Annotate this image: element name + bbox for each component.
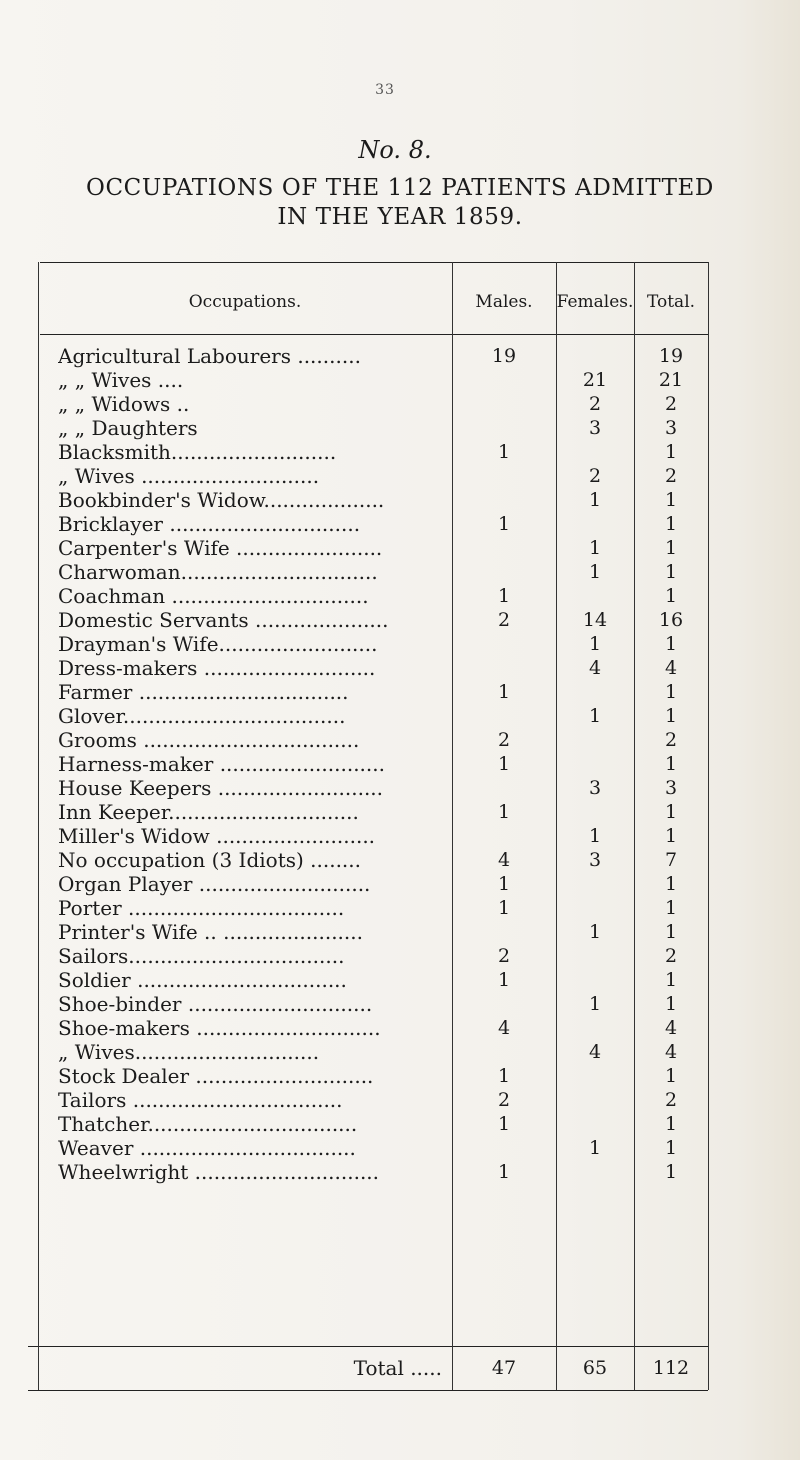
occupation-cell: Soldier ................................. [58,968,347,992]
total-cell: 1 [664,873,678,895]
females-cell: 4 [588,1041,602,1063]
females-cell: 1 [588,825,602,847]
table-row [28,872,708,896]
occupation-cell: „ „ Widows .. [58,392,190,416]
table-row [28,920,708,944]
total-cell: 1 [664,1161,678,1183]
males-cell: 1 [497,441,511,463]
occupation-cell: „ „ Wives .... [58,368,184,392]
total-cell: 1 [664,633,678,655]
females-cell: 3 [588,417,602,439]
table-row [28,824,708,848]
occupation-cell: „ „ Daughters [58,416,198,440]
occupation-cell: Carpenter's Wife ....................... [58,536,383,560]
total-label: Total ..... [353,1356,442,1380]
males-cell: 4 [497,1017,511,1039]
page-number: 33 [375,82,395,98]
total-cell: 19 [658,345,684,367]
occupation-cell: Tailors ................................. [58,1088,343,1112]
table-row [28,536,708,560]
occupation-cell: Organ Player ........................... [58,872,371,896]
occupation-cell: Blacksmith.......................... [58,440,337,464]
occupation-cell: Grooms .................................. [58,728,360,752]
table-row [28,728,708,752]
header-females: Females. [556,292,634,312]
total-cell: 3 [664,417,678,439]
total-cell: 1 [664,513,678,535]
table-row [28,1112,708,1136]
total-total: 112 [652,1357,690,1379]
document-number: No. 8. [358,136,432,164]
total-cell: 4 [664,657,678,679]
total-cell: 2 [664,1089,678,1111]
total-cell: 4 [664,1017,678,1039]
males-cell: 2 [497,609,511,631]
total-cell: 16 [658,609,684,631]
females-cell: 1 [588,993,602,1015]
males-cell: 1 [497,1065,511,1087]
table-row [28,560,708,584]
occupation-cell: Dress-makers ........................... [58,656,376,680]
table-header-rule [40,334,708,335]
occupation-cell: Domestic Servants ..................... [58,608,389,632]
females-cell: 1 [588,561,602,583]
table-row [28,440,708,464]
total-cell: 1 [664,897,678,919]
occupation-cell: Charwoman............................... [58,560,378,584]
males-cell: 1 [497,1161,511,1183]
females-cell: 1 [588,705,602,727]
occupation-cell: Shoe-makers ............................. [58,1016,381,1040]
occupation-cell: House Keepers .......................... [58,776,384,800]
total-cell: 1 [664,681,678,703]
table-row [28,992,708,1016]
females-cell: 14 [582,609,608,631]
occupation-cell: Agricultural Labourers .......... [58,344,361,368]
occupation-cell: Sailors.................................. [58,944,345,968]
header-males: Males. [475,292,533,312]
table-top-rule [40,262,708,263]
females-cell: 1 [588,1137,602,1159]
table-row [28,704,708,728]
document-title [20,174,780,232]
table-row [28,680,708,704]
table-row [28,1160,708,1184]
males-cell: 1 [497,585,511,607]
column-divider [708,262,709,1390]
occupation-cell: Stock Dealer ............................ [58,1064,374,1088]
table-row [28,632,708,656]
table-row [28,656,708,680]
header-occupations: Occupations. [188,292,302,312]
males-cell: 2 [497,945,511,967]
occupation-cell: Glover................................... [58,704,346,728]
total-cell: 4 [664,1041,678,1063]
total-cell: 2 [664,945,678,967]
occupation-cell: Farmer ................................. [58,680,349,704]
total-males: 47 [491,1357,517,1379]
total-cell: 1 [664,1113,678,1135]
total-row [28,1354,708,1382]
table-row [28,584,708,608]
females-cell: 3 [588,849,602,871]
males-cell: 1 [497,801,511,823]
total-cell: 1 [664,561,678,583]
table-row [28,1064,708,1088]
females-cell: 2 [588,393,602,415]
males-cell: 2 [497,1089,511,1111]
total-cell: 1 [664,753,678,775]
total-cell: 7 [664,849,678,871]
females-cell: 3 [588,777,602,799]
occupation-cell: Weaver .................................. [58,1136,356,1160]
occupation-cell: Inn Keeper.............................. [58,800,359,824]
table-row [28,1136,708,1160]
total-cell: 1 [664,705,678,727]
table-row [28,800,708,824]
table-row [28,1016,708,1040]
table-row [28,848,708,872]
occupation-cell: Drayman's Wife......................... [58,632,378,656]
occupation-cell: Bookbinder's Widow................... [58,488,385,512]
occupation-cell: Harness-maker .......................... [58,752,385,776]
occupation-cell: Printer's Wife .. ...................... [58,920,363,944]
males-cell: 19 [491,345,517,367]
females-cell: 1 [588,633,602,655]
females-cell: 21 [582,369,608,391]
total-cell: 2 [664,465,678,487]
table-row [28,1040,708,1064]
table-row [28,608,708,632]
total-cell: 1 [664,921,678,943]
title-line-1: OCCUPATIONS OF THE 112 PATIENTS ADMITTED [86,175,714,201]
occupation-cell: Thatcher................................. [58,1112,358,1136]
total-cell: 1 [664,993,678,1015]
total-cell: 1 [664,537,678,559]
males-cell: 1 [497,681,511,703]
total-cell: 21 [658,369,684,391]
table-row [28,344,708,368]
occupation-cell: Wheelwright ............................. [58,1160,380,1184]
occupation-cell: „ Wives ............................ [58,464,320,488]
table-row [28,416,708,440]
occupation-cell: „ Wives............................. [58,1040,320,1064]
occupations-table [28,262,708,1390]
total-cell: 2 [664,393,678,415]
table-row [28,1088,708,1112]
total-cell: 1 [664,969,678,991]
occupation-cell: Shoe-binder ............................. [58,992,373,1016]
table-row [28,392,708,416]
total-cell: 1 [664,801,678,823]
table-row [28,944,708,968]
females-cell: 4 [588,657,602,679]
table-row [28,896,708,920]
total-cell: 1 [664,1137,678,1159]
occupation-cell: Miller's Widow ......................... [58,824,376,848]
table-row [28,488,708,512]
males-cell: 1 [497,753,511,775]
total-cell: 1 [664,825,678,847]
total-cell: 1 [664,585,678,607]
table-row [28,368,708,392]
males-cell: 1 [497,513,511,535]
females-cell: 1 [588,537,602,559]
table-row [28,968,708,992]
table-total-rule [28,1346,708,1347]
females-cell: 2 [588,465,602,487]
total-cell: 2 [664,729,678,751]
table-body [28,344,708,1184]
occupation-cell: No occupation (3 Idiots) ........ [58,848,362,872]
total-cell: 1 [664,1065,678,1087]
females-cell: 1 [588,489,602,511]
total-cell: 1 [664,441,678,463]
table-bottom-rule [28,1390,708,1391]
table-row [28,512,708,536]
occupation-cell: Coachman ............................... [58,584,369,608]
total-cell: 3 [664,777,678,799]
males-cell: 2 [497,729,511,751]
males-cell: 1 [497,969,511,991]
total-cell: 1 [664,489,678,511]
table-row [28,776,708,800]
header-total: Total. [646,292,696,312]
title-line-2: IN THE YEAR 1859. [277,204,523,230]
females-cell: 1 [588,921,602,943]
males-cell: 1 [497,897,511,919]
males-cell: 1 [497,1113,511,1135]
occupation-cell: Porter .................................. [58,896,345,920]
males-cell: 1 [497,873,511,895]
table-row [28,464,708,488]
total-females: 65 [582,1357,608,1379]
table-row [28,752,708,776]
males-cell: 4 [497,849,511,871]
occupation-cell: Bricklayer .............................. [58,512,361,536]
